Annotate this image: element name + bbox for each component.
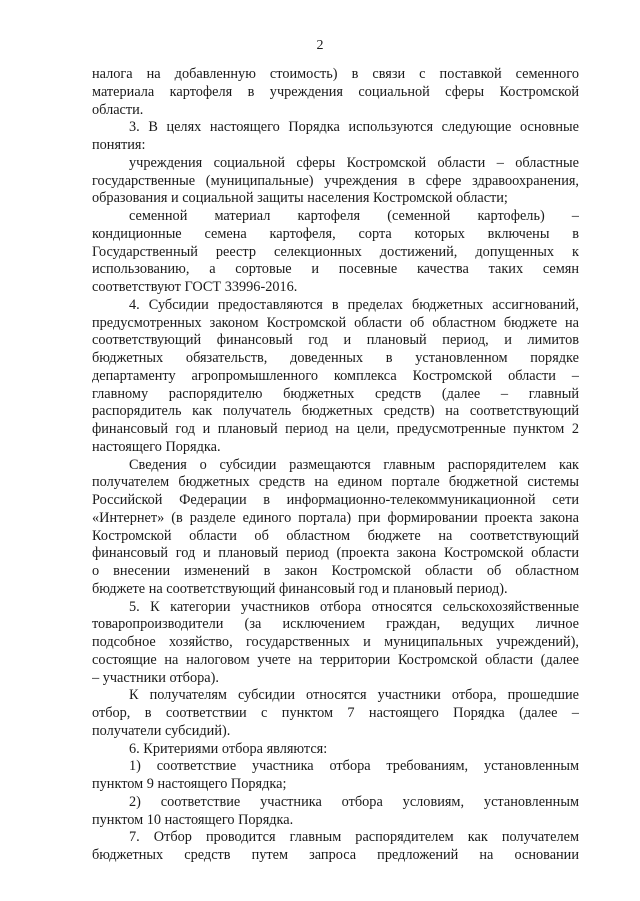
text-line: бюджетных средств путем запроса предложений на основании [92,847,579,863]
text-line: пунктом 10 настоящего Порядка. [92,811,294,828]
text-line: 1) соответствие участника отбора требованиям, установленным [129,758,579,775]
text-line: получатели субсидий). [92,722,231,739]
text-line: пунктом 9 настоящего Порядка; [92,776,287,792]
text-line: распорядитель как получатель бюджетных средств) на соответствующий [92,403,579,420]
text-line: подсобное хозяйство, государственных и муниципальных учреждений), [92,634,579,650]
text-line: Государственный реестр селекционных достижений, допущенных к [92,243,579,260]
text-line: семенной материал картофеля (семенной картофель) – [129,208,579,224]
text-line: использованию, а сортовые и посевные качества таких семян [92,261,579,278]
text-line: соответствующий финансовый год и плановый период, и лимитов [92,332,579,349]
text-line: соответствуют ГОСТ 33996-2016. [92,279,298,295]
text-line: настоящего Порядка. [92,438,221,455]
text-line: 5. К категории участников отбора относятся сельскохозяйственные [129,598,579,615]
text-line: понятия: [92,137,146,153]
text-line: «Интернет» (в разделе единого портала) при формировании проекта закона [92,509,579,526]
text-line: 4. Субсидии предоставляются в пределах бюджетных ассигнований, [129,296,579,313]
text-line: товаропроизводители (за исключением граждан, ведущих личное [92,616,579,633]
document-body [92,66,579,865]
text-line: образования и социальной защиты населения Костромской области; [92,190,508,207]
text-line: 3. В целях настоящего Порядка используются следующие основные [129,119,579,136]
text-line: департаменту агропромышленного комплекса Костромской области – [92,367,579,384]
text-line: Сведения о субсидии размещаются главным распорядителем как [129,456,579,473]
text-line: материала картофеля в учреждения социальной сферы Костромской [92,83,579,100]
text-line: Российской Федерации в информационно-телекоммуникационной сети [92,492,579,508]
text-line: – участники отбора). [92,669,219,686]
text-line: финансовый год и плановый период на цели, предусмотренные пунктом 2 [92,421,579,437]
text-line: учреждения социальной сферы Костромской области – областные [129,154,579,171]
text-line: предусмотренных законом Костромской области об областном бюджете на [92,314,579,331]
text-line: о внесении изменений в закон Костромской области об областном [92,563,579,579]
text-line: отбор, в соответствии с пунктом 7 настоящего Порядка (далее – [92,705,579,721]
text-line: состоящие на налоговом учете на территории Костромской области (далее [92,651,579,668]
text-line: бюджетных обязательств, доведенных в установленном порядке [92,350,579,366]
text-line: финансовый год и плановый период (проекта закона Костромской области [92,545,579,562]
text-line: государственные (муниципальные) учреждения в сфере здравоохранения, [92,172,579,189]
text-line: 6. Критериями отбора являются: [129,740,328,757]
page-number: 2 [316,38,324,53]
text-line: главному распорядителю бюджетных средств (далее – главный [92,385,579,402]
text-line: К получателям субсидии относятся участники отбора, прошедшие [129,687,579,704]
text-line: Костромской области об областном бюджете на соответствующий [92,527,579,544]
text-line: 7. Отбор проводится главным распорядителем как получателем [129,829,579,846]
text-line: кондиционные семена картофеля, сорта которых включены в [92,225,579,242]
text-line: бюджете на соответствующий финансовый год и плановый период). [92,580,508,597]
text-line: налога на добавленную стоимость) в связи с поставкой семенного [92,66,579,82]
text-line: 2) соответствие участника отбора условиям, установленным [129,793,579,810]
text-line: получателем бюджетных средств на едином портале бюджетной системы [92,474,579,491]
text-line: области. [92,101,144,118]
